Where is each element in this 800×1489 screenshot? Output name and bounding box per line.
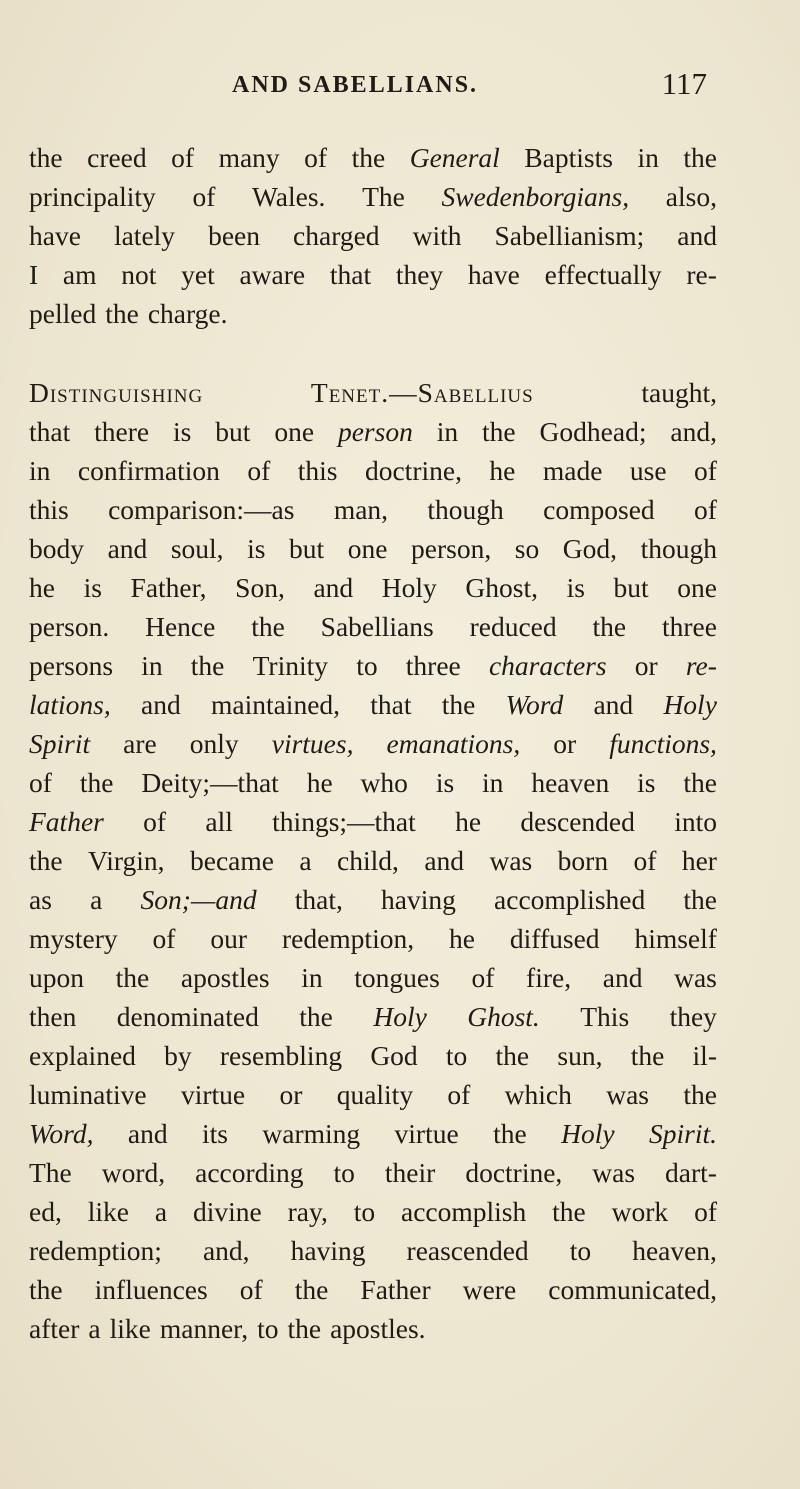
word: apostles. <box>330 1313 426 1344</box>
word: body <box>29 533 84 564</box>
text-line <box>29 919 717 958</box>
word: who <box>360 767 408 798</box>
word: in <box>141 650 163 681</box>
word: and <box>602 962 643 993</box>
word: maintained, <box>210 689 341 720</box>
word: person. <box>29 611 110 642</box>
word: three <box>661 611 717 642</box>
word: the <box>29 142 63 173</box>
word: in <box>436 416 459 447</box>
text-line <box>29 490 717 529</box>
word: they <box>395 259 444 290</box>
paragraph-gap <box>29 333 717 373</box>
word: one <box>677 572 717 603</box>
text-line <box>29 1114 717 1153</box>
word: things;—that <box>272 806 416 837</box>
word: Son, <box>235 572 285 603</box>
word: luminative <box>29 1079 147 1110</box>
word: God, <box>562 533 618 564</box>
word: many <box>218 142 280 173</box>
word: work <box>611 1196 669 1227</box>
word: soul, <box>170 533 224 564</box>
word: their <box>384 1157 436 1188</box>
word: Distinguishing <box>29 377 204 408</box>
word: I <box>29 259 39 290</box>
word: General <box>409 142 500 173</box>
word: yet <box>181 259 215 290</box>
text-line <box>29 1309 717 1348</box>
word: with <box>412 220 462 251</box>
text-line <box>29 1231 717 1270</box>
word: aware <box>239 259 306 290</box>
word: the <box>441 689 476 720</box>
word: The <box>362 181 405 212</box>
word: and <box>141 689 181 720</box>
word: reduced <box>469 611 557 642</box>
word: the <box>294 1274 329 1305</box>
word: functions, <box>609 728 717 759</box>
word: doctrine, <box>465 1157 563 1188</box>
body-text <box>29 138 717 1348</box>
word: one <box>347 533 388 564</box>
word: the <box>251 611 285 642</box>
word: upon <box>29 962 84 993</box>
word: in <box>637 142 659 173</box>
word: is <box>637 767 656 798</box>
word: this <box>29 494 69 525</box>
word: This <box>580 1001 630 1032</box>
text-line <box>29 724 717 763</box>
word: the <box>190 650 225 681</box>
word: or <box>279 1079 303 1110</box>
text-line <box>29 646 717 685</box>
word: to <box>569 1235 592 1266</box>
word: Holy <box>561 1118 615 1149</box>
word: of <box>694 494 717 525</box>
word: though <box>640 533 717 564</box>
word: were <box>462 1274 517 1305</box>
text-line <box>29 685 717 724</box>
word: then <box>29 1001 77 1032</box>
word: the <box>29 845 63 876</box>
word: man, <box>333 494 389 525</box>
word: was <box>674 962 717 993</box>
text-line <box>29 216 717 255</box>
word: Son;—and <box>140 884 257 915</box>
word: resembling <box>219 1040 343 1071</box>
word: he <box>489 455 516 486</box>
word: the <box>683 1079 717 1110</box>
word: after <box>29 1313 80 1344</box>
word: is <box>83 572 102 603</box>
word: of <box>29 767 52 798</box>
word: il- <box>692 1040 717 1071</box>
word: characters <box>488 650 607 681</box>
word: heaven <box>531 767 610 798</box>
word: or <box>634 650 658 681</box>
word: manner, <box>159 1313 249 1344</box>
word: quality <box>336 1079 414 1110</box>
word: her <box>681 845 717 876</box>
word: Baptists <box>524 142 613 173</box>
word: but <box>289 533 325 564</box>
word: use <box>629 455 667 486</box>
word: Spirit. <box>649 1118 717 1149</box>
word: the <box>493 1118 527 1149</box>
word: and <box>677 220 717 251</box>
word: or <box>553 728 577 759</box>
word: principality <box>29 181 156 212</box>
word: our <box>210 923 248 954</box>
word: to <box>445 1040 468 1071</box>
word: three <box>405 650 461 681</box>
word: re- <box>686 259 717 290</box>
word: emanations, <box>386 728 521 759</box>
word: a <box>90 884 103 915</box>
word: the <box>115 962 150 993</box>
word: though <box>427 494 504 525</box>
word: which <box>504 1079 572 1110</box>
text-line <box>29 177 717 216</box>
text-line <box>29 802 717 841</box>
word: of <box>143 806 167 837</box>
word: of <box>247 455 271 486</box>
word: only <box>189 728 239 759</box>
word: warming <box>262 1118 361 1149</box>
word: the <box>105 298 139 329</box>
word: Wales. <box>252 181 326 212</box>
word: sun, <box>557 1040 603 1071</box>
word: Tenet.—Sabellius <box>310 377 534 408</box>
word: accomplish <box>401 1196 527 1227</box>
word: persons <box>29 650 114 681</box>
text-line <box>29 373 717 412</box>
page-header <box>232 66 707 112</box>
word: reascended <box>406 1235 529 1266</box>
text-line <box>29 529 717 568</box>
word: divine <box>192 1196 262 1227</box>
word: the <box>351 142 386 173</box>
word: to <box>333 1157 355 1188</box>
word: the <box>482 416 516 447</box>
word: The <box>29 1157 72 1188</box>
word: Holy <box>663 689 717 720</box>
text-line <box>29 294 717 333</box>
word: pelled <box>29 298 97 329</box>
word: charged <box>293 220 380 251</box>
word: himself <box>634 923 717 954</box>
text-line <box>29 451 717 490</box>
word: child, <box>337 845 399 876</box>
word: like <box>109 1313 151 1344</box>
word: of <box>171 142 195 173</box>
word: that <box>329 259 372 290</box>
word: communicated, <box>548 1274 717 1305</box>
word: diffused <box>509 923 600 954</box>
word: virtue <box>180 1079 246 1110</box>
word: the <box>683 884 717 915</box>
word: but <box>613 572 649 603</box>
word: been <box>208 220 260 251</box>
word: of <box>304 142 328 173</box>
word: is <box>247 533 266 564</box>
word: and <box>313 572 354 603</box>
word: into <box>674 806 717 837</box>
word: are <box>123 728 157 759</box>
word: he <box>455 806 482 837</box>
word: also, <box>665 181 717 212</box>
word: and <box>127 1118 168 1149</box>
word: he <box>29 572 55 603</box>
word: person <box>337 416 413 447</box>
word: according <box>195 1157 304 1188</box>
word: was <box>606 1079 649 1110</box>
word: so <box>514 533 540 564</box>
word: one <box>274 416 315 447</box>
word: a <box>299 845 312 876</box>
word: the <box>299 1001 333 1032</box>
word: heaven, <box>632 1235 717 1266</box>
word: and <box>593 689 634 720</box>
word: of <box>471 962 495 993</box>
word: the <box>552 1196 586 1227</box>
text-line <box>29 138 717 177</box>
word: Virgin, <box>88 845 165 876</box>
word: have <box>29 220 81 251</box>
text-line <box>29 958 717 997</box>
word: in <box>482 767 504 798</box>
word: was <box>489 845 533 876</box>
word: of <box>447 1079 471 1110</box>
text-line <box>29 1153 717 1192</box>
word: redemption, <box>281 923 415 954</box>
word: the <box>630 1040 665 1071</box>
word: Word, <box>29 1118 94 1149</box>
text-line <box>29 1036 717 1075</box>
word: of <box>152 923 176 954</box>
word: comparison:—as <box>108 494 295 525</box>
word: the <box>592 611 627 642</box>
word: the <box>495 1040 530 1071</box>
word: Holy <box>373 1001 427 1032</box>
word: and, <box>202 1235 250 1266</box>
word: was <box>592 1157 636 1188</box>
word: having <box>290 1235 366 1266</box>
word: Sabellians <box>320 611 434 642</box>
text-line <box>29 841 717 880</box>
text-line <box>29 1192 717 1231</box>
text-line <box>29 880 717 919</box>
word: influences <box>94 1274 208 1305</box>
word: Deity;—that <box>141 767 279 798</box>
word: its <box>201 1118 228 1149</box>
word: charge. <box>147 298 228 329</box>
word: in <box>29 455 51 486</box>
word: Father <box>360 1274 431 1305</box>
word: God <box>370 1040 418 1071</box>
word: and <box>424 845 465 876</box>
word: tongues <box>354 962 440 993</box>
page-number: 117 <box>661 66 707 101</box>
word: that <box>29 416 71 447</box>
word: taught, <box>641 377 717 408</box>
word: Holy <box>381 572 437 603</box>
word: to <box>353 1196 376 1227</box>
word: Trinity <box>252 650 329 681</box>
word: virtues, <box>271 728 354 759</box>
word: that, <box>294 884 343 915</box>
word: dart- <box>665 1157 717 1188</box>
word: like <box>87 1196 129 1227</box>
word: as <box>29 884 52 915</box>
word: creed <box>87 142 147 173</box>
word: accomplished <box>494 884 646 915</box>
word: a <box>88 1313 101 1344</box>
word: lately <box>113 220 176 251</box>
word: this <box>297 455 338 486</box>
word: of <box>694 455 717 486</box>
word: ed, <box>29 1196 62 1227</box>
text-line <box>29 1075 717 1114</box>
word: and <box>107 533 148 564</box>
word: that <box>370 689 412 720</box>
word: apostles <box>180 962 270 993</box>
word: doctrine, <box>364 455 462 486</box>
word: am <box>62 259 97 290</box>
word: of <box>694 1196 717 1227</box>
word: of <box>192 181 216 212</box>
word: Sabellianism; <box>494 220 645 251</box>
word: the <box>683 142 717 173</box>
text-line <box>29 997 717 1036</box>
word: lations, <box>29 689 111 720</box>
word: he <box>306 767 333 798</box>
word: virtue <box>394 1118 459 1149</box>
word: composed <box>543 494 655 525</box>
word: born <box>557 845 609 876</box>
word: effectually <box>544 259 662 290</box>
word: descended <box>520 806 635 837</box>
text-line <box>29 255 717 294</box>
running-head: AND SABELLIANS. <box>232 72 479 98</box>
word: and, <box>670 416 717 447</box>
word: Swedenborgians, <box>441 181 630 212</box>
word: Ghost, <box>465 572 538 603</box>
word: of <box>633 845 657 876</box>
word: the <box>29 1274 63 1305</box>
word: redemption; <box>29 1235 162 1266</box>
text-line <box>29 763 717 802</box>
word: Father, <box>130 572 207 603</box>
word: of <box>239 1274 263 1305</box>
word: in <box>301 962 323 993</box>
word: all <box>205 806 233 837</box>
word: confirmation <box>77 455 220 486</box>
word: they <box>669 1001 717 1032</box>
word: Hence <box>145 611 216 642</box>
text-line <box>29 1270 717 1309</box>
word: fire, <box>526 962 572 993</box>
text-line <box>29 568 717 607</box>
word: there <box>94 416 150 447</box>
word: mystery <box>29 923 118 954</box>
word: is <box>566 572 585 603</box>
word: a <box>154 1196 168 1227</box>
word: made <box>542 455 603 486</box>
word: the <box>683 767 717 798</box>
word: became <box>189 845 274 876</box>
word: is <box>435 767 455 798</box>
word: Father <box>29 806 104 837</box>
word: having <box>381 884 456 915</box>
word: Ghost. <box>467 1001 540 1032</box>
text-line <box>29 412 717 451</box>
word: the <box>287 1313 322 1344</box>
word: to <box>356 650 378 681</box>
word: Spirit <box>29 728 91 759</box>
word: but <box>215 416 251 447</box>
word: Godhead; <box>539 416 647 447</box>
word: he <box>449 923 475 954</box>
word: Word <box>505 689 564 720</box>
word: word, <box>101 1157 166 1188</box>
word: the <box>79 767 114 798</box>
word: person, <box>411 533 492 564</box>
word: ray, <box>287 1196 328 1227</box>
word: to <box>257 1313 279 1344</box>
word: have <box>467 259 520 290</box>
word: by <box>164 1040 192 1071</box>
word: explained <box>29 1040 136 1071</box>
word: is <box>173 416 192 447</box>
word: re- <box>685 650 717 681</box>
word: not <box>121 259 157 290</box>
text-line <box>29 607 717 646</box>
word: denominated <box>116 1001 259 1032</box>
